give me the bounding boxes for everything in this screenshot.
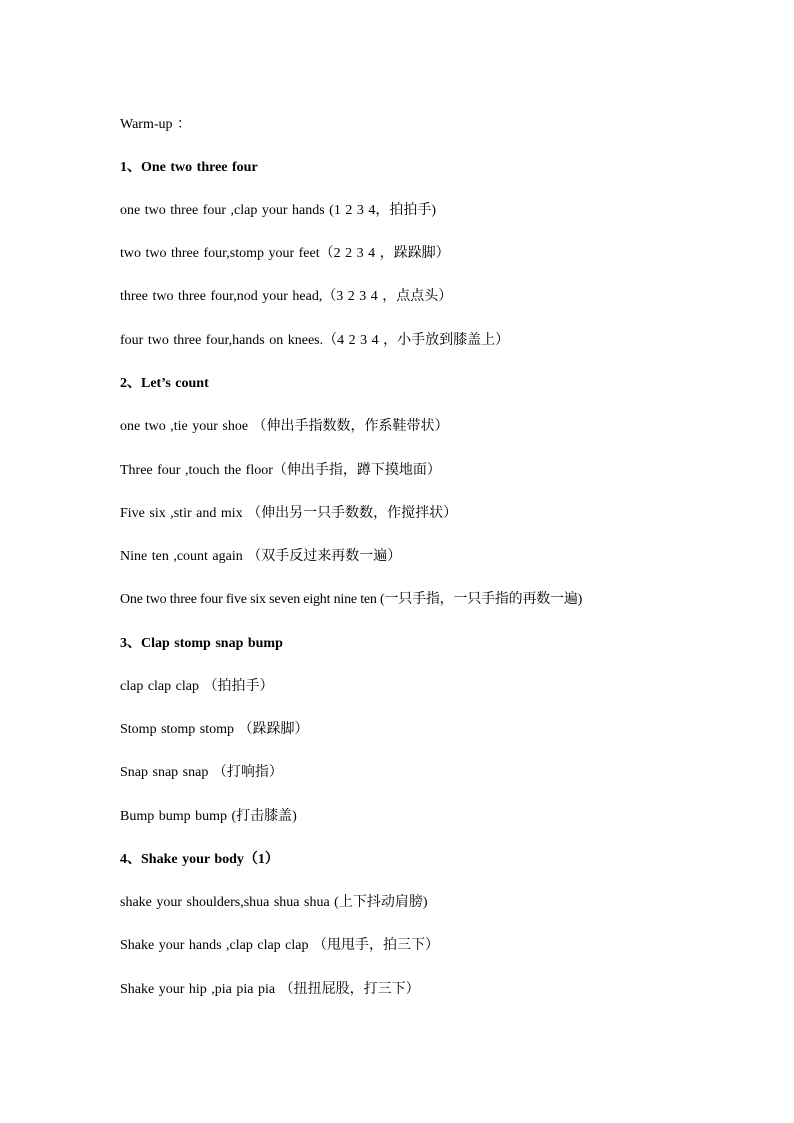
text-line: clap clap clap （拍拍手）	[120, 679, 274, 694]
text-line: three two three four,nod your head,（3 2 3 4 ，点点头）	[120, 289, 453, 304]
section-heading-1: 1、One two three four	[120, 160, 258, 175]
text-line: four two three four,hands on knees.（4 2 3 4 ，小手放到膝盖上）	[120, 333, 510, 348]
section-heading-4: 4、Shake your body（1）	[120, 852, 279, 867]
section-heading-3: 3、Clap stomp snap bump	[120, 636, 283, 651]
text-line: Nine ten ,count again （双手反过来再数一遍）	[120, 549, 402, 564]
text-line: One two three four five six seven eight nine ten (一只手指，一只手指的再数一遍)	[120, 592, 583, 607]
text-line: Stomp stomp stomp （跺跺脚）	[120, 722, 309, 737]
warm-up-title: Warm-up ：	[120, 117, 192, 132]
text-line: one two ,tie your shoe （伸出手指数数，作系鞋带状）	[120, 419, 449, 434]
text-line: two two three four,stomp your feet（2 2 3 4 ，跺跺脚）	[120, 246, 450, 261]
text-line: Five six ,stir and mix （伸出另一只手数数，作搅拌状）	[120, 506, 458, 521]
text-line: Shake your hip ,pia pia pia （扭扭屁股，打三下）	[120, 982, 420, 997]
text-line: one two three four ,clap your hands (1 2 3 4，拍拍手)	[120, 203, 436, 218]
section-heading-2: 2、Let’s count	[120, 376, 209, 391]
text-line: Three four ,touch the floor（伸出手指，蹲下摸地面）	[120, 463, 441, 478]
text-line: shake your shoulders,shua shua shua (上下抖动肩膀)	[120, 895, 428, 910]
text-line: Bump bump bump (打击膝盖)	[120, 809, 297, 824]
text-line: Snap snap snap （打响指）	[120, 765, 283, 780]
text-line: Shake your hands ,clap clap clap （甩甩手，拍三下）	[120, 938, 439, 953]
